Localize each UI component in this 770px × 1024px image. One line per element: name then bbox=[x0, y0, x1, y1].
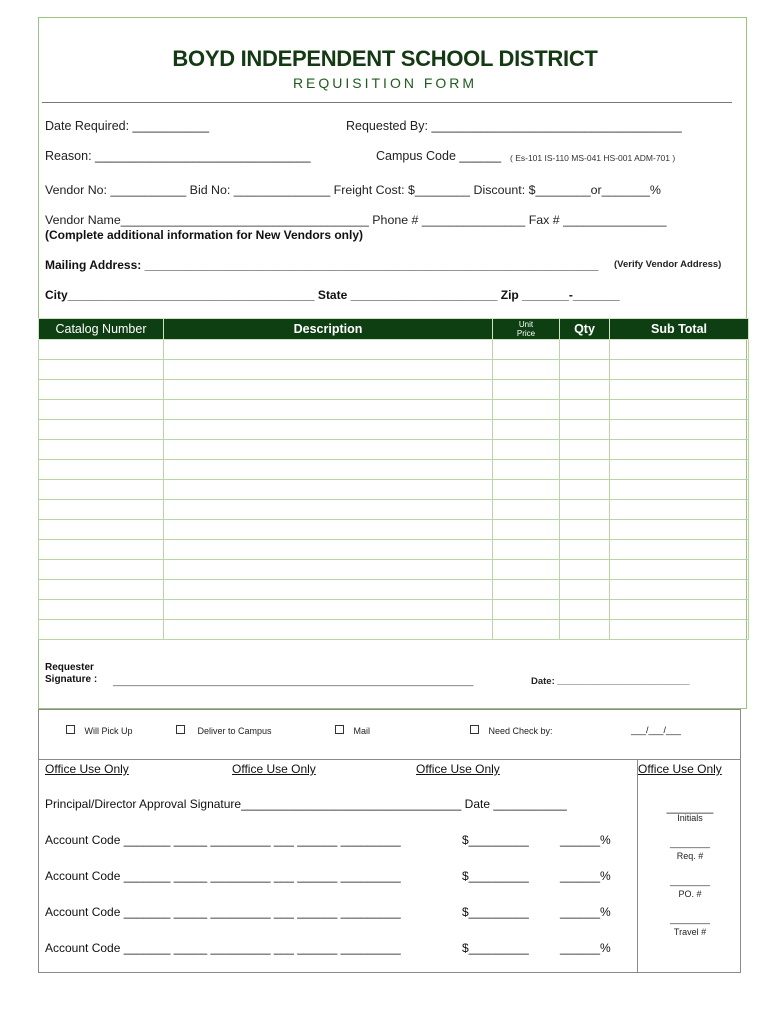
travel-number-label: Travel # bbox=[673, 927, 707, 937]
description-cell[interactable] bbox=[164, 620, 493, 640]
description-cell[interactable] bbox=[164, 460, 493, 480]
subtotal-cell[interactable] bbox=[610, 420, 749, 440]
subtotal-cell[interactable] bbox=[610, 600, 749, 620]
description-cell[interactable] bbox=[164, 600, 493, 620]
initials-line[interactable]: _______ bbox=[666, 800, 714, 814]
unit-price-cell[interactable] bbox=[493, 500, 560, 520]
qty-cell[interactable] bbox=[560, 520, 610, 540]
catalog-number-cell[interactable] bbox=[39, 340, 164, 360]
catalog-number-cell[interactable] bbox=[39, 380, 164, 400]
verify-vendor-note: (Verify Vendor Address) bbox=[614, 259, 722, 270]
header-divider bbox=[42, 102, 732, 103]
unit-price-header: Unit Price bbox=[493, 319, 560, 340]
subtotal-cell[interactable] bbox=[610, 580, 749, 600]
description-cell[interactable] bbox=[164, 340, 493, 360]
qty-cell[interactable] bbox=[560, 440, 610, 460]
table-row bbox=[39, 440, 749, 460]
subtotal-cell[interactable] bbox=[610, 500, 749, 520]
catalog-number-cell[interactable] bbox=[39, 480, 164, 500]
account-amount-2[interactable]: $_________ bbox=[462, 869, 529, 883]
qty-cell[interactable] bbox=[560, 340, 610, 360]
need-check-by-option[interactable] bbox=[470, 721, 553, 739]
approval-signature-line[interactable]: Principal/Director Approval Signature_________________________________ Date ___________ bbox=[45, 797, 567, 811]
unit-price-cell[interactable] bbox=[493, 580, 560, 600]
unit-price-cell[interactable] bbox=[493, 620, 560, 640]
qty-cell[interactable] bbox=[560, 480, 610, 500]
items-header-row bbox=[39, 319, 749, 340]
office-use-label-1: Office Use Only bbox=[45, 762, 129, 776]
description-cell[interactable] bbox=[164, 560, 493, 580]
qty-cell[interactable] bbox=[560, 620, 610, 640]
need-check-by-label: Need Check by: bbox=[488, 726, 553, 736]
mailing-address-field[interactable]: Mailing Address: ____________________________________________________________________ bbox=[45, 258, 599, 272]
office-use-label-2: Office Use Only bbox=[232, 762, 316, 776]
deliver-to-campus-label: Deliver to Campus bbox=[197, 726, 272, 736]
subtotal-cell[interactable] bbox=[610, 540, 749, 560]
table-row bbox=[39, 560, 749, 580]
need-check-by-checkbox[interactable] bbox=[470, 725, 479, 734]
qty-cell[interactable] bbox=[560, 400, 610, 420]
new-vendors-note: (Complete additional information for New Vendors only) bbox=[45, 228, 364, 242]
account-percent-3[interactable]: ______% bbox=[560, 905, 611, 919]
deliver-to-campus-option[interactable] bbox=[176, 721, 271, 739]
unit-price-cell[interactable] bbox=[493, 520, 560, 540]
qty-cell[interactable] bbox=[560, 540, 610, 560]
catalog-number-cell[interactable] bbox=[39, 620, 164, 640]
qty-cell[interactable] bbox=[560, 560, 610, 580]
account-amount-3[interactable]: $_________ bbox=[462, 905, 529, 919]
city-state-zip-line[interactable]: City_____________________________________ State ______________________ Zip _______-_______ bbox=[45, 288, 620, 302]
description-cell[interactable] bbox=[164, 580, 493, 600]
requester-signature-line[interactable]: ________________________________________________________________________ bbox=[113, 676, 474, 686]
mail-label: Mail bbox=[353, 726, 370, 736]
will-pick-up-option[interactable] bbox=[66, 721, 132, 739]
table-row bbox=[39, 480, 749, 500]
account-amount-1[interactable]: $_________ bbox=[462, 833, 529, 847]
table-row bbox=[39, 540, 749, 560]
mail-option[interactable] bbox=[335, 721, 370, 739]
table-row bbox=[39, 340, 749, 360]
subtotal-header: Sub Total bbox=[610, 319, 749, 340]
deliver-to-campus-checkbox[interactable] bbox=[176, 725, 185, 734]
table-row bbox=[39, 600, 749, 620]
description-cell[interactable] bbox=[164, 360, 493, 380]
subtotal-cell[interactable] bbox=[610, 460, 749, 480]
qty-cell[interactable] bbox=[560, 580, 610, 600]
req-number-label: Req. # bbox=[676, 851, 704, 861]
requested-by-field[interactable]: Requested By: ____________________________________ bbox=[346, 119, 682, 133]
subtotal-cell[interactable] bbox=[610, 400, 749, 420]
po-number-line[interactable]: ________ bbox=[669, 876, 711, 886]
description-cell[interactable] bbox=[164, 420, 493, 440]
catalog-number-cell[interactable] bbox=[39, 460, 164, 480]
qty-cell[interactable] bbox=[560, 420, 610, 440]
account-code-2[interactable]: Account Code _______ _____ _________ ___ ______ _________ bbox=[45, 869, 401, 883]
qty-header: Qty bbox=[560, 319, 610, 340]
catalog-number-cell[interactable] bbox=[39, 560, 164, 580]
unit-price-cell[interactable] bbox=[493, 560, 560, 580]
qty-cell[interactable] bbox=[560, 380, 610, 400]
unit-price-cell[interactable] bbox=[493, 340, 560, 360]
table-row bbox=[39, 420, 749, 440]
table-row bbox=[39, 400, 749, 420]
will-pick-up-checkbox[interactable] bbox=[66, 725, 75, 734]
account-percent-4[interactable]: ______% bbox=[560, 941, 611, 955]
subtotal-cell[interactable] bbox=[610, 440, 749, 460]
catalog-number-cell[interactable] bbox=[39, 600, 164, 620]
initials-label: Initials bbox=[677, 813, 703, 823]
account-amount-4[interactable]: $_________ bbox=[462, 941, 529, 955]
account-percent-1[interactable]: ______% bbox=[560, 833, 611, 847]
mail-checkbox[interactable] bbox=[335, 725, 344, 734]
unit-price-cell[interactable] bbox=[493, 380, 560, 400]
catalog-number-cell[interactable] bbox=[39, 500, 164, 520]
description-cell[interactable] bbox=[164, 400, 493, 420]
table-row bbox=[39, 380, 749, 400]
subtotal-cell[interactable] bbox=[610, 620, 749, 640]
qty-cell[interactable] bbox=[560, 600, 610, 620]
catalog-number-cell[interactable] bbox=[39, 420, 164, 440]
table-row bbox=[39, 520, 749, 540]
subtotal-cell[interactable] bbox=[610, 560, 749, 580]
unit-price-cell[interactable] bbox=[493, 440, 560, 460]
travel-number-line[interactable]: ________ bbox=[669, 914, 711, 924]
requester-signature-label: Requester Signature : bbox=[45, 662, 98, 685]
vendor-line[interactable]: Vendor No: ___________ Bid No: ______________ Freight Cost: $________ Discount: $________or_______% bbox=[45, 183, 661, 197]
unit-price-cell[interactable] bbox=[493, 420, 560, 440]
catalog-number-cell[interactable] bbox=[39, 540, 164, 560]
unit-price-cell[interactable] bbox=[493, 600, 560, 620]
campus-codes-note: ( Es-101 IS-110 MS-041 HS-001 ADM-701 ) bbox=[510, 153, 676, 163]
description-cell[interactable] bbox=[164, 540, 493, 560]
catalog-number-header: Catalog Number bbox=[39, 319, 164, 340]
unit-price-cell[interactable] bbox=[493, 480, 560, 500]
unit-price-cell[interactable] bbox=[493, 540, 560, 560]
district-title: BOYD INDEPENDENT SCHOOL DISTRICT bbox=[172, 46, 598, 71]
po-number-label: PO. # bbox=[678, 889, 702, 899]
signature-date-field[interactable]: Date: _________________________ bbox=[531, 676, 690, 687]
unit-price-cell[interactable] bbox=[493, 400, 560, 420]
account-code-3[interactable]: Account Code _______ _____ _________ ___ ______ _________ bbox=[45, 905, 401, 919]
vendor-name-line[interactable]: Vendor Name____________________________________ Phone # _______________ Fax # _______________ bbox=[45, 213, 667, 227]
office-use-label-4: Office Use Only bbox=[638, 762, 722, 776]
catalog-number-cell[interactable] bbox=[39, 520, 164, 540]
account-percent-2[interactable]: ______% bbox=[560, 869, 611, 883]
catalog-number-cell[interactable] bbox=[39, 440, 164, 460]
form-subtitle: REQUISITION FORM bbox=[292, 75, 478, 91]
table-row bbox=[39, 580, 749, 600]
qty-cell[interactable] bbox=[560, 500, 610, 520]
description-cell[interactable] bbox=[164, 520, 493, 540]
table-row bbox=[39, 460, 749, 480]
will-pick-up-label: Will Pick Up bbox=[84, 726, 133, 736]
description-cell[interactable] bbox=[164, 500, 493, 520]
office-use-label-3: Office Use Only bbox=[416, 762, 500, 776]
description-cell[interactable] bbox=[164, 480, 493, 500]
catalog-number-cell[interactable] bbox=[39, 360, 164, 380]
need-check-by-date[interactable]: ___/___/___ bbox=[631, 725, 682, 735]
unit-price-cell[interactable] bbox=[493, 360, 560, 380]
description-cell[interactable] bbox=[164, 380, 493, 400]
subtotal-cell[interactable] bbox=[610, 480, 749, 500]
catalog-number-cell[interactable] bbox=[39, 400, 164, 420]
req-number-line[interactable]: ________ bbox=[669, 838, 711, 848]
unit-price-cell[interactable] bbox=[493, 460, 560, 480]
subtotal-cell[interactable] bbox=[610, 380, 749, 400]
reason-field[interactable]: Reason: _______________________________ bbox=[45, 149, 311, 163]
table-row bbox=[39, 360, 749, 380]
subtotal-cell[interactable] bbox=[610, 520, 749, 540]
subtotal-cell[interactable] bbox=[610, 340, 749, 360]
subtotal-cell[interactable] bbox=[610, 360, 749, 380]
description-cell[interactable] bbox=[164, 440, 493, 460]
catalog-number-cell[interactable] bbox=[39, 580, 164, 600]
qty-cell[interactable] bbox=[560, 360, 610, 380]
date-required-field[interactable]: Date Required: ___________ bbox=[45, 119, 210, 133]
office-use-right-divider bbox=[637, 760, 638, 973]
items-table bbox=[38, 318, 749, 640]
table-row bbox=[39, 500, 749, 520]
account-code-1[interactable]: Account Code _______ _____ _________ ___ ______ _________ bbox=[45, 833, 401, 847]
account-code-4[interactable]: Account Code _______ _____ _________ ___ ______ _________ bbox=[45, 941, 401, 955]
campus-code-field[interactable]: Campus Code ______ bbox=[376, 149, 502, 163]
qty-cell[interactable] bbox=[560, 460, 610, 480]
table-row bbox=[39, 620, 749, 640]
description-header: Description bbox=[164, 319, 493, 340]
